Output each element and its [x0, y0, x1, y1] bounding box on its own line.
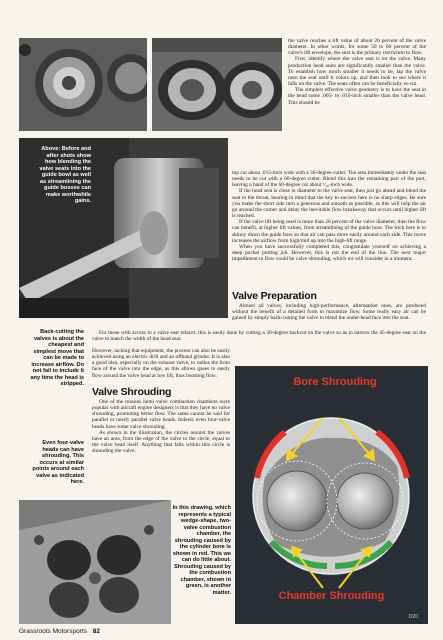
valve-seat-before-image: [19, 38, 147, 131]
valve-prep-intro: [232, 303, 426, 321]
four-valve-head-image: [19, 500, 171, 624]
paragraph: If the valve lift being used is more than 20 percent of the valve diameter, then the flow can benefit, at higher lift values, from streamlining of the guide boss. The trick here is to skinny down the guide boss so that air can pass more easily around each side. This move increases the airflow from high/mid up into the high-lift range.: [232, 219, 426, 244]
paragraph: Almost all valves, including high-performance, aftermarket ones, are produced without the benefit of a detailed form to maximize flow. Some really easy air can be gained by simply back-cutting the valve to blend the under-head face into the seat.: [232, 303, 426, 322]
heading-valve-preparation: Valve Preparation: [232, 290, 317, 302]
valve-shrouding-body: [92, 399, 230, 454]
paragraph: the valve reaches a lift value of about 20 percent of the valve diameter. In other words, for some 50 to 60 percent of the valve's lift envelope, the seat is the primary restriction to flow.: [288, 38, 426, 57]
paragraph: For those with access to a valve seat refacer, this is easily done by cutting a 30-degree backcut on the valve so as to narrow the 45-degree seat on the valve to match the width of the head seat.: [92, 330, 426, 343]
shrouding-diagram: [235, 366, 428, 624]
caption-drawing: In this drawing, which represents a typical wedge-shape, two-valve combustion chamber, the shrouding caused by the cylinder bore is shown in red. This we can do little about. Shrouding caused by the combustion chamber, shown in green, is another matter.: [172, 505, 231, 596]
heading-valve-shrouding: Valve Shrouding: [92, 386, 172, 398]
footer-page-number: 82: [92, 628, 100, 635]
paragraph: One of the reasons hemi valve combustion chambers were popular with aircraft engine designers is that they have no valve shrouding, promoting better flow. The same cannot be said for parallel or nearly parallel valve heads. Indeed, even four-valve heads have some valve shrouding.: [92, 399, 231, 430]
body-column-right-mid: [232, 170, 426, 262]
footer: [19, 628, 100, 635]
label-chamber-shrouding: Chamber Shrouding: [278, 590, 385, 602]
valve-prep-body: [92, 330, 426, 342]
paragraph: The simplest effective valve geometry is to have the seat in the head some .005- to .010-inch smaller than the valve head. This should be: [288, 87, 426, 106]
valve-prep-body-2: [92, 348, 230, 379]
label-bore-shrouding: Bore Shrouding: [293, 376, 377, 388]
paragraph: When you have successfully completed this, congratulate yourself on achieving a deep pocket porting job. However, this is not the end of the line. The next major impediment to flow could be valve shrouding, which we will consider in a moment.: [232, 243, 426, 263]
head-photo-before: [19, 38, 147, 131]
paragraph: top cut about .015-inch wide with a 30-degree cutter. The area immediately under the seat needs to be cut with a 60-degree cutter. Blend this into the remaining part of the port, leaving a band of the 60-degree cut about ¹⁄₁₆-inch wide.: [232, 170, 426, 189]
paragraph: If the head seat is close in diameter to the valve seat, then just go ahead and blend the seat to the throat, bearing in mind that the key to success here is no sharp edges. Be sure you make the short side turn a generous and smooth as possible, as this will help the air go around the corner and delay the inevitable flow breakaway that occurs until higher lift is reached.: [232, 188, 426, 220]
footer-publication: Grassroots Motorsports: [19, 628, 87, 635]
paragraph: However, lacking that equipment, the process can also be easily achieved using an electric drill and an offhand grinder. It is also a good idea, especially on the exhaust valve, to radius the front face of the valve into the edge, as this allows gases to easily flow around the valve head at low lift, thus boosting flow.: [92, 348, 230, 379]
head-photo-after: [152, 38, 282, 131]
caption-photo-top: Above: Before and after shots show how blending the valve seats into the guide bowl as well as streamlining the guide bosses can make worthwhile gains.: [39, 146, 91, 204]
four-valve-photo: [19, 500, 171, 624]
combustion-chamber-drawing: [235, 366, 428, 624]
caption-back-cutting: Back-cutting the valves is about the cheapest and simplest move that can be made to increase airflow. Do not fail to include it any time the head is stripped.: [30, 329, 84, 387]
body-column-right-top: [288, 38, 426, 106]
valve-seat-after-image: [152, 38, 282, 131]
paragraph: As shown in the illustration, the circles around the valves have an area, from the edge of the valve to the circle, equal to the valve head itself. Anything that falls within this circle is shrouding the valve.: [92, 429, 230, 455]
paragraph: First, identify where the valve seat is on the valve. Many production head seats are significantly smaller than the valve. To establish how much smaller it needs to be, lap the valve onto the seat until it colors up, and then look to see where it falls on the valve. The seats often can be beneficially re-cut.: [288, 56, 426, 88]
diagram-code: D20: [408, 614, 418, 620]
caption-four-valve: Even four-valve heads can have shrouding. This occurs at similar points around each valve as indicated here.: [32, 440, 84, 485]
